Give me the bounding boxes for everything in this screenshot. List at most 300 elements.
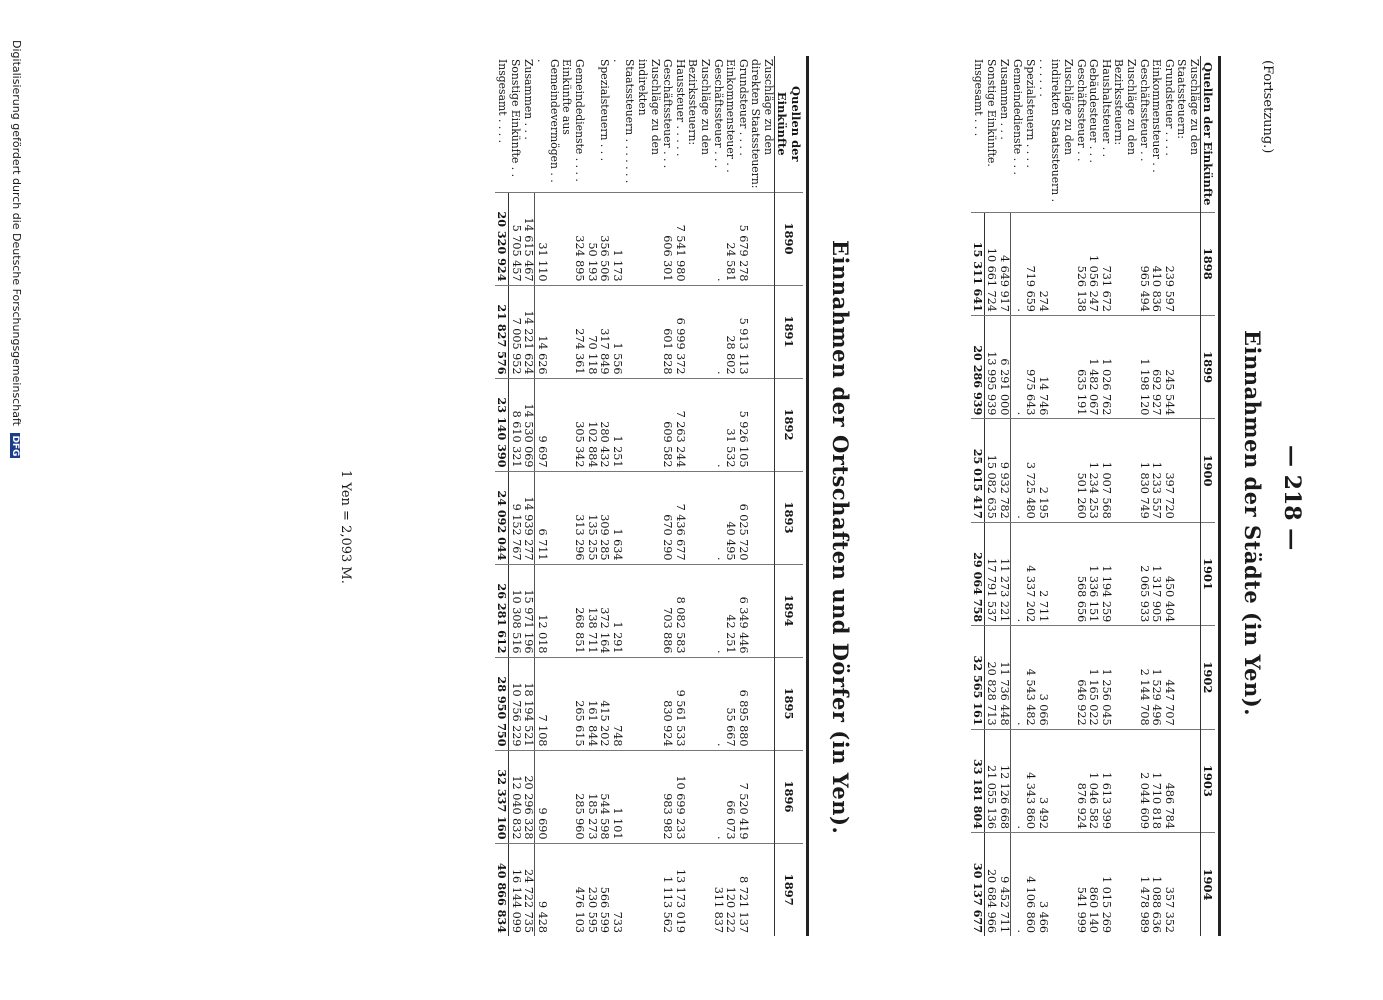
value-cell: 13 995 939	[984, 315, 997, 418]
value-cell: 33 181 804	[971, 729, 984, 832]
value-cell: 5 926 105	[736, 378, 749, 471]
value-cell: 66 073	[724, 750, 737, 843]
table1-top-rule	[1218, 56, 1221, 936]
value-cell: 5 913 113	[736, 285, 749, 378]
value-cell: 102 884	[585, 378, 598, 471]
value-cell	[686, 564, 711, 657]
year-header: 1902	[1201, 626, 1216, 729]
year-header: 1895	[775, 657, 804, 750]
value-cell: 830 924	[661, 657, 674, 750]
value-cell: 447 707	[1162, 626, 1175, 729]
value-cell: 1 251	[610, 378, 660, 471]
value-cell: 1 026 762	[1099, 315, 1112, 418]
value-cell: 4 106 860	[1024, 833, 1037, 936]
value-cell: 23 140 390	[495, 378, 508, 471]
value-cell: 4 649 917	[998, 212, 1011, 315]
value-cell: 601 828	[661, 285, 674, 378]
year-header: 1899	[1201, 315, 1216, 418]
value-cell: 1 165 022	[1087, 626, 1100, 729]
value-cell: 32 337 160	[495, 750, 508, 843]
value-cell: 860 140	[1087, 833, 1100, 936]
year-header: 1893	[775, 471, 804, 564]
row-label: Gebäudesteuer . . .	[1087, 59, 1101, 163]
value-cell: 4 343 860	[1024, 729, 1037, 832]
value-cell: 20 828 713	[984, 626, 997, 729]
value-cell: ·	[711, 285, 724, 378]
value-cell: 6 999 372	[673, 285, 686, 378]
value-cell: 20 296 328	[522, 750, 535, 843]
value-cell: 230 595	[585, 843, 598, 936]
value-cell: 3 066	[1036, 626, 1074, 729]
value-cell: 11 736 448	[998, 626, 1011, 729]
table-row	[711, 56, 724, 936]
value-cell: 606 301	[661, 192, 674, 285]
row-label: Einkommensteuer . .	[1150, 59, 1164, 173]
value-cell: 265 615	[573, 657, 586, 750]
value-cell: 9 561 533	[673, 657, 686, 750]
value-cell	[1175, 729, 1201, 832]
value-cell: 8 610 321	[509, 378, 522, 471]
row-label: Insgesamt . . .	[971, 59, 985, 137]
value-cell: 1 088 636	[1150, 833, 1163, 936]
value-cell: 1 056 247	[1087, 212, 1100, 315]
row-label: Geschäftssteuer . .	[1137, 59, 1151, 162]
value-cell: 42 251	[724, 564, 737, 657]
value-cell: 3 492	[1036, 729, 1074, 832]
row-label: Zuschläge zu den indirekten Staatssteuern . . . . . . .	[1036, 59, 1076, 203]
value-cell: 9 152 767	[509, 471, 522, 564]
row-label: Spezialsteuern . . . .	[1024, 59, 1038, 168]
value-cell: 14 746	[1036, 315, 1074, 418]
table-row	[1175, 56, 1201, 936]
value-cell: 274	[1036, 212, 1074, 315]
value-cell: 30 137 677	[971, 833, 984, 936]
table2-top-rule	[806, 56, 809, 936]
value-cell: 6 895 880	[736, 657, 749, 750]
value-cell: 185 273	[585, 750, 598, 843]
value-cell: 2 065 933	[1137, 522, 1150, 625]
value-cell: 9 428	[535, 843, 573, 936]
value-cell: 10 308 516	[509, 564, 522, 657]
value-cell: 566 599	[598, 843, 611, 936]
digitization-text: Digitalisierung gefördert durch die Deutsche Forschungsgemeinschaft	[10, 40, 23, 426]
value-cell: 15 971 196	[522, 564, 535, 657]
value-cell: 135 255	[585, 471, 598, 564]
table1-title: Einnahmen der Städte (in Yen).	[1240, 330, 1265, 717]
value-cell: 544 598	[598, 750, 611, 843]
value-cell: 486 784	[1162, 729, 1175, 832]
dfg-logo: DFG	[10, 435, 20, 457]
table-row	[1162, 56, 1175, 936]
value-cell: 10 756 229	[509, 657, 522, 750]
value-cell	[1112, 315, 1137, 418]
value-cell	[1112, 522, 1137, 625]
value-cell: 1 830 749	[1137, 419, 1150, 522]
value-cell: 14 530 069	[522, 378, 535, 471]
value-cell: 50 193	[585, 192, 598, 285]
year-header: 1891	[775, 285, 804, 378]
page-number: — 218 —	[1279, 445, 1305, 551]
value-cell: 1 336 151	[1087, 522, 1100, 625]
value-cell: 14 939 277	[522, 471, 535, 564]
value-cell: 70 118	[585, 285, 598, 378]
row-label: Gemeindedienste . . .	[1011, 59, 1025, 175]
value-cell: 120 222	[724, 843, 737, 936]
value-cell: 2 144 708	[1137, 626, 1150, 729]
value-cell: 268 851	[573, 564, 586, 657]
value-cell: 20 320 924	[495, 192, 508, 285]
value-cell: 9 697	[535, 378, 573, 471]
table-row	[1137, 56, 1150, 936]
value-cell: ·	[711, 192, 724, 285]
value-cell: 415 202	[598, 657, 611, 750]
table-row	[610, 56, 660, 936]
value-cell: 975 643	[1024, 315, 1037, 418]
value-cell: 609 582	[661, 378, 674, 471]
table-row	[998, 56, 1011, 936]
value-cell	[1112, 212, 1137, 315]
value-cell: 6 711	[535, 471, 573, 564]
value-cell: 450 404	[1162, 522, 1175, 625]
value-cell	[1112, 833, 1137, 936]
value-cell: 12 040 832	[509, 750, 522, 843]
value-cell: 2 195	[1036, 419, 1074, 522]
value-cell: 1 046 582	[1087, 729, 1100, 832]
value-cell: ·	[1011, 833, 1024, 936]
value-cell: 635 191	[1074, 315, 1087, 418]
row-label: Haussteuer . . . . .	[673, 59, 687, 157]
value-cell: 2 044 609	[1137, 729, 1150, 832]
value-cell: 9 932 782	[998, 419, 1011, 522]
value-cell: 29 064 758	[971, 522, 984, 625]
value-cell	[1175, 212, 1201, 315]
value-cell: 1 256 045	[1099, 626, 1112, 729]
year-header: 1892	[775, 378, 804, 471]
value-cell: 25 015 417	[971, 419, 984, 522]
value-cell: 21 055 136	[984, 729, 997, 832]
year-header: 1904	[1201, 833, 1216, 936]
value-cell	[1175, 626, 1201, 729]
value-cell: 245 544	[1162, 315, 1175, 418]
value-cell: 876 924	[1074, 729, 1087, 832]
currency-footnote: 1 Yen = 2,093 M.	[338, 470, 353, 584]
value-cell: ·	[1011, 522, 1024, 625]
row-label: Geschäftssteuer . . .	[661, 59, 675, 169]
value-cell: ·	[711, 378, 724, 471]
row-label: Geschäftssteuer . . .	[711, 59, 725, 169]
value-cell	[749, 750, 775, 843]
value-cell	[686, 843, 711, 936]
value-cell: 7 108	[535, 657, 573, 750]
year-header: 1898	[1201, 212, 1216, 315]
value-cell: 3 725 480	[1024, 419, 1037, 522]
value-cell: 14 615 467	[522, 192, 535, 285]
table-row	[522, 56, 535, 936]
column-header-sources: Quellen der Einkünfte	[775, 56, 804, 192]
value-cell: 1 291	[610, 564, 660, 657]
year-header: 1890	[775, 192, 804, 285]
table2-title: Einnahmen der Ortschaften und Dörfer (in Yen).	[828, 240, 853, 835]
value-cell: 2 711	[1036, 522, 1074, 625]
value-cell	[749, 192, 775, 285]
value-cell: 14 626	[535, 285, 573, 378]
table-row	[495, 56, 508, 936]
value-cell: 7 263 244	[673, 378, 686, 471]
value-cell: 1 613 399	[1099, 729, 1112, 832]
value-cell: 3 466	[1036, 833, 1074, 936]
value-cell: 40 495	[724, 471, 737, 564]
column-header-sources: Quellen der Einkünfte	[1201, 56, 1216, 212]
value-cell: 719 659	[1024, 212, 1037, 315]
value-cell: 703 886	[661, 564, 674, 657]
value-cell	[1175, 315, 1201, 418]
year-header: 1896	[775, 750, 804, 843]
value-cell: ·	[1011, 729, 1024, 832]
value-cell: 24 722 735	[522, 843, 535, 936]
row-label: Zusammen . . .	[522, 59, 536, 140]
row-label: Einkommensteuer . .	[724, 59, 738, 173]
table-row	[1099, 56, 1112, 936]
value-cell: 1 317 905	[1150, 522, 1163, 625]
value-cell: 305 342	[573, 378, 586, 471]
value-cell: 239 597	[1162, 212, 1175, 315]
row-label: Sonstige Einkünfte . .	[509, 59, 523, 178]
table-row	[1112, 56, 1137, 936]
value-cell: 1 007 568	[1099, 419, 1112, 522]
value-cell: 11 273 221	[998, 522, 1011, 625]
year-header: 1901	[1201, 522, 1216, 625]
value-cell: 1 556	[610, 285, 660, 378]
value-cell: ·	[711, 471, 724, 564]
table2-ortschaften	[495, 56, 803, 936]
value-cell: 32 565 161	[971, 626, 984, 729]
value-cell: 1 015 269	[1099, 833, 1112, 936]
row-label: Einkünfte aus Gemeindevermögen . . .	[535, 59, 574, 183]
value-cell	[1112, 626, 1137, 729]
row-label: Spezialsteuern . . .	[598, 59, 612, 162]
row-label: Haushaltsteuer . .	[1099, 59, 1113, 158]
value-cell: ·	[1011, 419, 1024, 522]
value-cell: 7 436 677	[673, 471, 686, 564]
row-label: Zusammen . . .	[998, 59, 1012, 140]
table-row	[598, 56, 611, 936]
value-cell	[1175, 522, 1201, 625]
value-cell: 317 849	[598, 285, 611, 378]
value-cell: 10 699 233	[673, 750, 686, 843]
value-cell: 476 103	[573, 843, 586, 936]
table-row	[1087, 56, 1100, 936]
value-cell: 541 999	[1074, 833, 1087, 936]
value-cell: 26 281 612	[495, 564, 508, 657]
value-cell: 14 221 624	[522, 285, 535, 378]
value-cell: 324 895	[573, 192, 586, 285]
value-cell: 357 352	[1162, 833, 1175, 936]
value-cell	[749, 378, 775, 471]
value-cell: 28 950 750	[495, 657, 508, 750]
value-cell: 12 126 668	[998, 729, 1011, 832]
value-cell: 1 198 120	[1137, 315, 1150, 418]
value-cell	[686, 750, 711, 843]
table-row	[724, 56, 737, 936]
value-cell: ·	[711, 657, 724, 750]
row-label: Zuschläge zu den Staatssteuern:	[1175, 59, 1201, 155]
value-cell: 733	[610, 843, 660, 936]
value-cell: 15 082 635	[984, 419, 997, 522]
value-cell: 410 836	[1150, 212, 1163, 315]
value-cell: 309 285	[598, 471, 611, 564]
value-cell	[686, 471, 711, 564]
value-cell: 313 296	[573, 471, 586, 564]
value-cell: 1 482 067	[1087, 315, 1100, 418]
value-cell: 5 679 278	[736, 192, 749, 285]
value-cell: 1 710 818	[1150, 729, 1163, 832]
value-cell: 311 837	[711, 843, 724, 936]
table-row	[1024, 56, 1037, 936]
value-cell: 1 233 557	[1150, 419, 1163, 522]
value-cell	[686, 378, 711, 471]
table-row	[749, 56, 775, 936]
table-row	[736, 56, 749, 936]
value-cell: ·	[1011, 315, 1024, 418]
value-cell	[686, 192, 711, 285]
continuation-note: (Fortsetzung.)	[1260, 60, 1275, 154]
value-cell: 9 452 711	[998, 833, 1011, 936]
value-cell: 20 286 939	[971, 315, 984, 418]
row-label: Zuschläge zu den indirekten Staatssteuern . . . . . . . .	[610, 59, 662, 184]
value-cell: 20 684 966	[984, 833, 997, 936]
value-cell: 1 173	[610, 192, 660, 285]
table-row	[585, 56, 598, 936]
value-cell: 983 982	[661, 750, 674, 843]
value-cell	[749, 285, 775, 378]
value-cell: 18 194 521	[522, 657, 535, 750]
value-cell	[749, 471, 775, 564]
value-cell: 6 291 000	[998, 315, 1011, 418]
table-row	[573, 56, 586, 936]
value-cell: 965 494	[1137, 212, 1150, 315]
value-cell: 4 543 482	[1024, 626, 1037, 729]
row-label: Zuschläge zu den Bezirkssteuern:	[686, 59, 713, 155]
year-header: 1897	[775, 843, 804, 936]
value-cell: 55 667	[724, 657, 737, 750]
value-cell: ·	[711, 750, 724, 843]
table-row	[984, 56, 997, 936]
value-cell: ·	[711, 564, 724, 657]
value-cell: 13 173 019	[673, 843, 686, 936]
value-cell	[749, 657, 775, 750]
value-cell: 4 337 202	[1024, 522, 1037, 625]
value-cell	[686, 657, 711, 750]
value-cell: 12 018	[535, 564, 573, 657]
value-cell: 6 349 446	[736, 564, 749, 657]
table-row	[971, 56, 984, 936]
value-cell: 1 113 562	[661, 843, 674, 936]
value-cell: 501 260	[1074, 419, 1087, 522]
value-cell: ·	[1011, 626, 1024, 729]
row-label: Zuschläge zu den direkten Staatssteuern:	[749, 59, 775, 189]
year-header: 1900	[1201, 419, 1216, 522]
value-cell: 274 361	[573, 285, 586, 378]
row-label: Gemeindedienste . . . .	[573, 59, 587, 182]
value-cell: 24 092 044	[495, 471, 508, 564]
value-cell: 161 844	[585, 657, 598, 750]
row-label	[585, 56, 598, 192]
value-cell: 670 290	[661, 471, 674, 564]
value-cell: 17 791 537	[984, 522, 997, 625]
row-label: Sonstige Einkünfte.	[985, 59, 998, 167]
value-cell: 1 194 259	[1099, 522, 1112, 625]
row-label: Grundsteuer . . . .	[736, 59, 750, 156]
value-cell	[749, 564, 775, 657]
value-cell: 5 705 457	[509, 192, 522, 285]
value-cell	[1112, 419, 1137, 522]
value-cell: 28 802	[724, 285, 737, 378]
value-cell: 397 720	[1162, 419, 1175, 522]
table-row	[1036, 56, 1074, 936]
value-cell: 285 960	[573, 750, 586, 843]
value-cell: 15 311 641	[971, 212, 984, 315]
value-cell: 1 634	[610, 471, 660, 564]
value-cell: 7 005 952	[509, 285, 522, 378]
value-cell: 646 922	[1074, 626, 1087, 729]
row-label: Geschäftssteuer . .	[1074, 59, 1088, 162]
table-row	[686, 56, 711, 936]
value-cell: 31 532	[724, 378, 737, 471]
value-cell: 1 529 496	[1150, 626, 1163, 729]
value-cell: 40 866 834	[495, 843, 508, 936]
value-cell: 10 661 724	[984, 212, 997, 315]
value-cell: 6 025 720	[736, 471, 749, 564]
value-cell	[1112, 729, 1137, 832]
value-cell: 8 082 583	[673, 564, 686, 657]
table1-staedte	[971, 56, 1215, 936]
value-cell: 1 234 253	[1087, 419, 1100, 522]
value-cell: 7 541 980	[673, 192, 686, 285]
row-label: Zuschläge zu den Bezirkssteuern:	[1112, 59, 1139, 155]
value-cell: 7 520 419	[736, 750, 749, 843]
digitization-credit	[10, 40, 23, 458]
value-cell	[686, 285, 711, 378]
table-row	[1150, 56, 1163, 936]
row-label: Grundsteuer . . . .	[1162, 59, 1176, 156]
value-cell: 138 711	[585, 564, 598, 657]
value-cell: ·	[1011, 212, 1024, 315]
table-row	[509, 56, 522, 936]
row-label: Insgesamt . . . .	[496, 59, 510, 144]
value-cell: 8 721 137	[736, 843, 749, 936]
value-cell: 356 506	[598, 192, 611, 285]
value-cell: 1 478 989	[1137, 833, 1150, 936]
table-row	[1011, 56, 1024, 936]
value-cell: 372 164	[598, 564, 611, 657]
year-header: 1903	[1201, 729, 1216, 832]
value-cell: 568 656	[1074, 522, 1087, 625]
table-row	[661, 56, 674, 936]
table-row	[673, 56, 686, 936]
table-row	[1074, 56, 1087, 936]
value-cell: 692 927	[1150, 315, 1163, 418]
value-cell	[1175, 419, 1201, 522]
value-cell	[749, 843, 775, 936]
value-cell: 526 138	[1074, 212, 1087, 315]
year-header: 1894	[775, 564, 804, 657]
value-cell: 16 144 099	[509, 843, 522, 936]
value-cell: 31 110	[535, 192, 573, 285]
value-cell: 748	[610, 657, 660, 750]
value-cell: 731 672	[1099, 212, 1112, 315]
value-cell: 280 432	[598, 378, 611, 471]
value-cell: 9 690	[535, 750, 573, 843]
